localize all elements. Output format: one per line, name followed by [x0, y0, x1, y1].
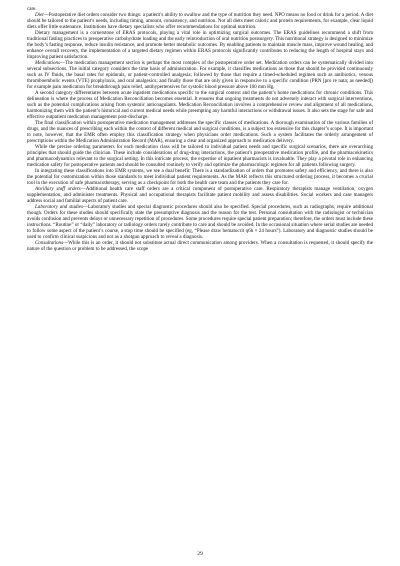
paragraph-medications: Medications—The medication management section is perhaps the most complex of the postoperative order set. Medication orders can be systematically divided into several subsections. The initial category considers the time basis of administration. For example, it classifies medications as those that should be provided continuously such as IV fluids, the basal rates for epidurals, or patient-controlled analgesia; followed by those that require a timed-scheduled regimen such as antibiotics, venous thromboembolic events (VTE) prophylaxis, and oral analgesics; and finally those that are only given in responsive to a specific condition (PRN [pro re nata; as needed]) for example pain medication for breakthrough pain relief, antihypertensives for systolic blood pressure above 160 mm Hg. — [27, 60, 373, 90]
section-heading-ancillary-staff: Ancillary staff orders — [35, 186, 81, 192]
section-heading-medications: Medications — [35, 60, 60, 66]
page-number: 29 — [197, 551, 203, 557]
paragraph-consultations: Consultations—While this is an order, it should not substitute actual direct communication among providers. When a consultation is requested, it should specify the nature of the question or problem to be addressed, the scope — [27, 240, 373, 252]
paragraph-text: Laboratory studies and special diagnostic procedures should also be specified. Special procedures, such as radiographs, require additional though. Orders for these studies should specifically state the presumptive diagnosis and the reason for the test. Personal consultation with the radiologist or technician avoids confusion and prevents delays or unnecessary repetition of procedures. Some procedures require special patient preparation; therefore, the orders must include these instructions. “Routine” or “daily” laboratory or radiology orders rarely contribute to care and should be avoided. In the occasional situation where serial studies are needed to follow some aspect of the patient’s course, a stop time should be specified (eg, “Please draw hematocrit q6h × 24 hours”). Laboratory and diagnostic studies should be used to confirm clinical suspicions and not as a shotgun approach to reveal a diagnosis. — [27, 204, 373, 240]
document-body — [27, 6, 373, 554]
paragraph-laboratory: Laboratory and studies—Laboratory studies and special diagnostic procedures should also be specified. Special procedures, such as radiographs, require additional though. Orders for these studies should specifically state the presumptive diagnosis and the reason for the test. Personal consultation with the radiologist or technician avoids confusion and prevents delays or unnecessary repetition of procedures. Some procedures require special patient preparation; therefore, the orders must include these instructions. “Routine” or “daily” laboratory or radiology orders rarely contribute to care and should be avoided. In the occasional situation where serial studies are needed to follow some aspect of the patient’s course, a stop time should be specified (eg, “Please draw hematocrit q6h × 24 hours”). Laboratory and diagnostic studies should be used to confirm clinical suspicions and not as a shotgun approach to reveal a diagnosis. — [27, 204, 373, 240]
paragraph-text: The medication management section is perhaps the most complex of the postoperative order set. Medication orders can be systematically divided into several subsections. The initial category considers the time basis of administration. For example, it classifies medications as those that should be provided continuously such as IV fluids, the basal rates for epidurals, or patient-controlled analgesia; followed by those that require a timed-scheduled regimen such as antibiotics, venous thromboembolic events (VTE) prophylaxis, and oral analgesics; and finally those that are only given in responsive to a specific condition (PRN [pro re nata; as needed]) for example pain medication for breakthrough pain relief, antihypertensives for systolic blood pressure above 160 mm Hg. — [27, 60, 373, 90]
paragraph-emr-integration — [27, 168, 373, 186]
paragraph-text: care. — [27, 6, 37, 12]
paragraph-diet: Diet—Postoperative diet orders consider two things: a patient’s ability to swallow and the type of nutrition they need. NPO means no food or drink for a period. A diet should be tailored to the patient’s needs, including timing, amount, consistency, and nutrition. Not all diets meet caloric and protein requirements, for example, clear liquid diets offer little sustenance. Institutions have dietary specialists who offer recommendations for optimal nutrition. — [27, 12, 373, 30]
paragraph-text: While the precise ordering parameters for each medication class will be tailored to individual patient needs and specific surgical scenarios, there are overarching principles that should guide the clinician. These include considerations of drug-drug interactions, the patient’s preoperative medication profile, and the pharmacokinetics and pharmacodynamics relevant to the surgical setting. In this intricate process, the expertise of inpatient pharmacists is invaluable. They play a pivotal role in enhancing medication safety for postoperative patients and should be consulted routinely to verify and optimize the pharmacologic regimen for all patients following surgery. — [27, 144, 373, 168]
paragraph-text: The final classification within postoperative medication management addresses the specific classes of medications. A thorough examination of the various families of drugs, and the nuances of prescribing each within the context of different medical and surgical conditions, is a subject too extensive for this chapter’s scope. It is important to note, however, that the EMR often employ this classification strategy when physicians order medications. Such a system facilitates the orderly arrangement of prescriptions within the Medication Administration Record (MAR), ensuring a clear and organized approach to medication delivery. — [27, 120, 373, 144]
paragraph-text: Postoperative diet orders consider two things: a patient’s ability to swallow and the type of nutrition they need. NPO means no food or drink for a period. A diet should be tailored to the patient’s needs, including timing, amount, consistency, and nutrition. Not all diets meet caloric and protein requirements, for example, clear liquid diets offer little sustenance. Institutions have dietary specialists who offer recommendations for optimal nutrition. — [27, 12, 373, 30]
paragraph-medication-classes — [27, 120, 373, 144]
paragraph-text: A second category differentiates between acute inpatient medications specific to the surgical context and the patient’s home medications for chronic conditions. This delineation is where the process of Medication Reconciliation becomes essential. It ensures that ongoing treatments do not adversely interact with surgical interventions, such as the potential complications arising from systemic anticoagulants. Medication Reconciliation involves a comprehensive review and alignment of all medications, harmonizing them with the patient’s historical and current medical needs while preempting any harmful interactions or withdrawal issues. It also sets the stage for safe and effective outpatient medication management post-discharge. — [27, 90, 373, 120]
section-heading-consultations: Consultations — [35, 240, 64, 246]
paragraph-text: Dietary management is a cornerstone of ERAS protocols, playing a vital role in optimizing surgical outcomes. The ERAS guidelines recommend a shift from traditional fasting practices to preoperative carbohydrate loading and the early reintroduction of oral nutrition postsurgery. This nutritional strategy is designed to minimize the body’s fasting response, reduce insulin resistance, and promote better metabolic outcomes. By enabling patients to maintain muscle mass, improve wound healing, and enhance overall recovery, the implementation of a targeted dietary regimen within ERAS protocols significantly contributes to reducing the length of hospital stays and improving patient satisfaction. — [27, 30, 373, 60]
section-heading-laboratory: Laboratory and studies — [35, 204, 83, 210]
paragraph-ancillary-staff: Ancillary staff orders—Additional health care staff orders are a critical component of postoperative care. Respiratory therapists manage ventilation, oxygen supplementation, and administer treatments. Physical and occupational therapists facilitate patient mobility and assess disabilities. Social workers and case managers address social and familial aspects of patient care. — [27, 186, 373, 204]
paragraph-ordering-principles — [27, 144, 373, 168]
paragraph-eras-diet — [27, 30, 373, 60]
paragraph-medication-reconciliation — [27, 90, 373, 120]
paragraph-text: While this is an order, it should not substitute actual direct communication among providers. When a consultation is requested, it should specify the nature of the question or problem to be addressed, the scope — [27, 240, 373, 252]
paragraph-text: Additional health care staff orders are a critical component of postoperative care. Respiratory therapists manage ventilation, oxygen supplementation, and administer treatments. Physical and occupational therapists facilitate patient mobility and assess disabilities. Social workers and case managers address social and familial aspects of patient care. — [27, 186, 373, 204]
paragraph-text: In integrating these classifications into EMR systems, we see a dual benefit: There is a standardization of orders that promotes safety and efficiency, and there is also the potential for customization within those standards to meet individual patient requirements. As the MAR reflects this structured ordering process, it becomes a crucial tool in the execution of safe pharmacotherapy, serving as a checkpoint for both the health care team and the patients they care for. — [27, 168, 373, 186]
section-heading-diet: Diet — [35, 12, 44, 18]
